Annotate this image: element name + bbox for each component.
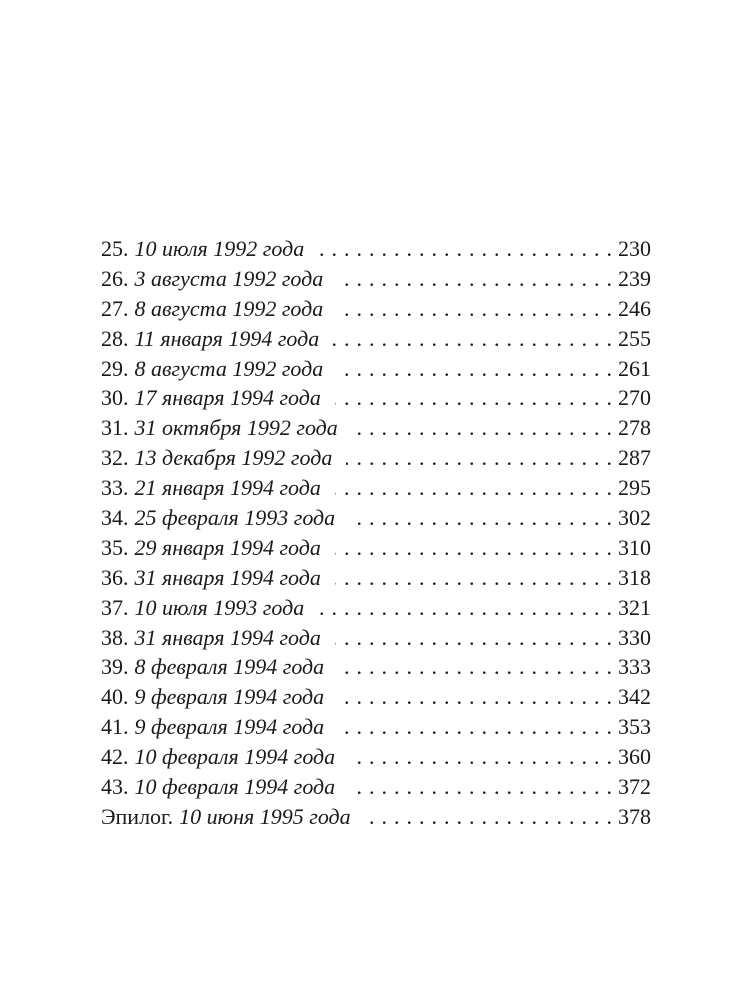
table-of-contents [101, 234, 651, 832]
toc-entry-title: 10 июля 1992 года [134, 236, 305, 261]
toc-entry-page: 372 [618, 774, 651, 800]
dot-leader [318, 593, 612, 623]
dot-leader [337, 354, 612, 384]
toc-entry-number: 33. [101, 475, 129, 501]
toc-entry-number: 41. [101, 714, 129, 740]
toc-entry-title: 9 февраля 1994 года [134, 684, 325, 710]
toc-entry-number: 34. [101, 505, 129, 531]
toc-entry [101, 473, 651, 503]
toc-entry-number: 26. [101, 265, 129, 291]
toc-entry [101, 623, 651, 653]
toc-entry [101, 563, 651, 593]
toc-entry-number: Эпилог. [101, 803, 174, 829]
toc-entry-title: 8 августа 1992 года [134, 295, 324, 321]
dot-leader [338, 652, 612, 682]
dot-leader [335, 473, 612, 503]
toc-entry-page: 287 [618, 445, 651, 471]
toc-entry-title: 11 января 1994 года [134, 325, 320, 351]
toc-entry-page: 318 [618, 564, 651, 590]
toc-entry [101, 443, 651, 473]
toc-entry-page: 360 [618, 744, 651, 770]
toc-entry-title: 31 января 1994 года [134, 564, 321, 590]
toc-entry-number: 30. [101, 385, 129, 411]
toc-entry-number: 36. [101, 564, 129, 590]
toc-entry [101, 413, 651, 443]
dot-leader [335, 563, 612, 593]
toc-entry-page: 321 [618, 594, 651, 620]
dot-leader [335, 533, 612, 563]
toc-entry-title: 13 декабря 1992 года [134, 445, 333, 471]
toc-entry-number: 38. [101, 624, 129, 650]
toc-entry-page: 246 [618, 295, 651, 321]
toc-entry-number: 28. [101, 325, 129, 351]
dot-leader [318, 234, 612, 264]
toc-entry-title: 10 февраля 1994 года [134, 744, 336, 770]
toc-entry-title: 10 июня 1995 года [179, 803, 351, 829]
toc-entry-number: 27. [101, 295, 129, 321]
toc-entry [101, 802, 651, 832]
toc-entry-title: 10 февраля 1994 года [134, 774, 336, 800]
toc-entry [101, 682, 651, 712]
toc-entry [101, 652, 651, 682]
toc-entry-title: 10 июля 1993 года [134, 594, 305, 620]
dot-leader [335, 623, 612, 653]
toc-entry-title: 21 января 1994 года [134, 475, 321, 501]
toc-entry-title: 8 февраля 1994 года [134, 654, 325, 680]
toc-entry [101, 593, 651, 623]
toc-entry-page: 353 [618, 714, 651, 740]
toc-entry-page: 342 [618, 684, 651, 710]
dot-leader [349, 772, 612, 802]
toc-entry-page: 302 [618, 505, 651, 531]
toc-entry-page: 278 [618, 415, 651, 441]
dot-leader [349, 503, 612, 533]
toc-entry-page: 330 [618, 624, 651, 650]
toc-entry [101, 264, 651, 294]
toc-entry-page: 378 [618, 803, 651, 829]
toc-entry-number: 39. [101, 654, 129, 680]
toc-entry-title: 8 августа 1992 года [134, 355, 324, 381]
dot-leader [352, 413, 612, 443]
toc-entry-title: 29 января 1994 года [134, 534, 321, 560]
toc-entry-number: 43. [101, 774, 129, 800]
toc-entry-title: 31 января 1994 года [134, 624, 321, 650]
toc-entry-number: 40. [101, 684, 129, 710]
toc-entry [101, 354, 651, 384]
dot-leader [338, 712, 612, 742]
toc-entry [101, 772, 651, 802]
dot-leader [349, 742, 612, 772]
toc-entry-title: 17 января 1994 года [134, 385, 321, 411]
dot-leader [338, 682, 612, 712]
toc-entry [101, 533, 651, 563]
toc-entry-page: 255 [618, 325, 651, 351]
toc-entry [101, 742, 651, 772]
toc-entry-number: 29. [101, 355, 129, 381]
toc-entry [101, 234, 651, 264]
toc-entry-page: 333 [618, 654, 651, 680]
toc-entry [101, 503, 651, 533]
toc-entry-page: 261 [618, 355, 651, 381]
toc-entry-number: 35. [101, 534, 129, 560]
toc-entry-page: 239 [618, 265, 651, 291]
dot-leader [346, 443, 612, 473]
toc-entry-number: 42. [101, 744, 129, 770]
toc-entry-page: 230 [618, 236, 651, 261]
dot-leader [365, 802, 612, 832]
toc-entry-title: 25 февраля 1993 года [134, 505, 336, 531]
dot-leader [335, 383, 612, 413]
toc-entry [101, 294, 651, 324]
toc-entry-page: 270 [618, 385, 651, 411]
toc-entry [101, 712, 651, 742]
toc-entry-title: 3 августа 1992 года [134, 265, 324, 291]
toc-entry-title: 31 октября 1992 года [134, 415, 338, 441]
toc-entry-page: 295 [618, 475, 651, 501]
toc-entry-title: 9 февраля 1994 года [134, 714, 325, 740]
toc-entry [101, 324, 651, 354]
toc-entry [101, 383, 651, 413]
toc-entry-number: 31. [101, 415, 129, 441]
dot-leader [337, 264, 612, 294]
dot-leader [337, 294, 612, 324]
toc-entry-number: 25. [101, 236, 129, 261]
toc-entry-page: 310 [618, 534, 651, 560]
toc-entry-number: 32. [101, 445, 129, 471]
dot-leader [333, 324, 612, 354]
toc-entry-number: 37. [101, 594, 129, 620]
